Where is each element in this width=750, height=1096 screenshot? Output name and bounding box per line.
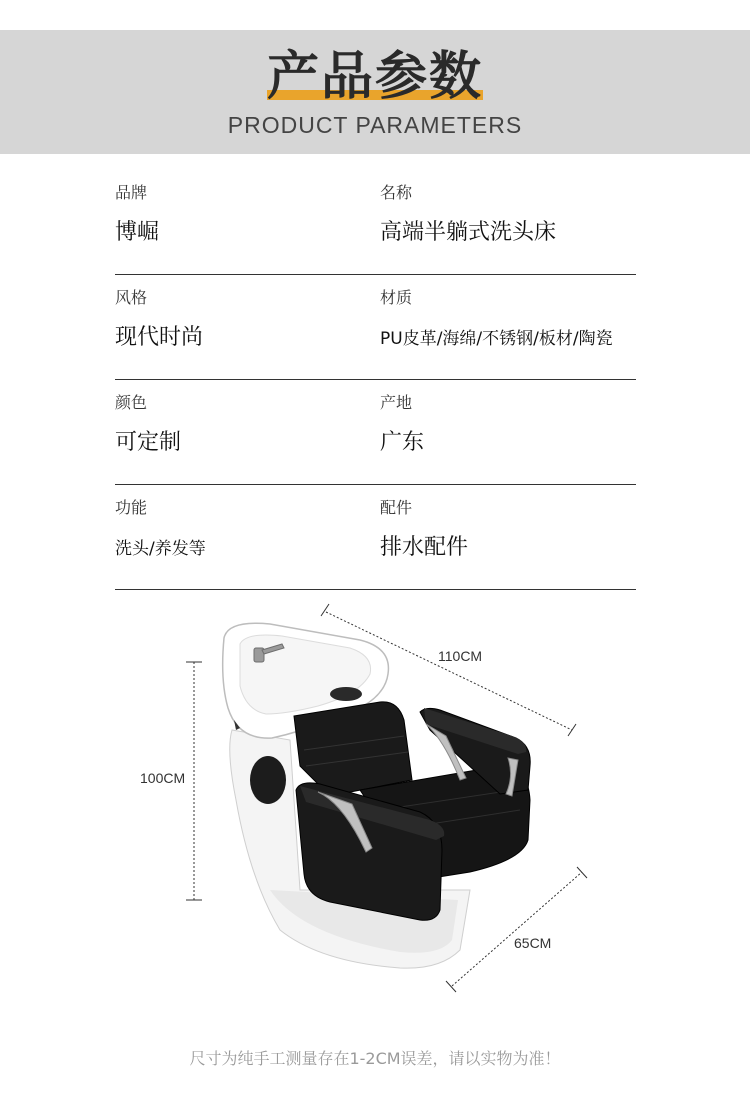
measurement-note: 尺寸为纯手工测量存在1-2CM误差，请以实物为准！: [189, 1049, 561, 1068]
param-label: 风格: [115, 288, 148, 307]
param-value: PU皮革/海绵/不锈钢/板材/陶瓷: [380, 329, 613, 349]
param-value: 排水配件: [380, 535, 469, 560]
param-row: [115, 275, 636, 380]
depth-label: 65CM: [514, 935, 552, 951]
param-label: 品牌: [115, 183, 148, 202]
param-value: 洗头/养发等: [115, 539, 206, 559]
shampoo-chair-illustration: [0, 590, 750, 1010]
param-label: 产地: [380, 393, 413, 412]
param-cell-style: [115, 285, 203, 351]
param-label: 颜色: [115, 393, 148, 412]
params-table: [115, 170, 636, 590]
param-row: [115, 380, 636, 485]
param-cell-function: [115, 495, 206, 559]
param-value: 可定制: [115, 430, 182, 455]
depth-dimension-line: [446, 867, 587, 992]
param-cell-accessory: [380, 495, 468, 561]
header-banner: [0, 30, 750, 154]
param-value: 广东: [380, 430, 425, 455]
product-figure: [0, 590, 750, 1010]
param-cell-material: [380, 285, 613, 349]
param-cell-brand: [115, 180, 159, 246]
param-row: [115, 485, 636, 590]
param-value: 现代时尚: [115, 325, 204, 350]
height-dimension-line: [186, 662, 202, 900]
param-label: 名称: [380, 183, 413, 202]
param-value: 博崛: [115, 220, 160, 245]
length-label: 110CM: [438, 648, 483, 664]
param-label: 功能: [115, 498, 148, 517]
param-value: 高端半躺式洗头床: [380, 220, 557, 245]
param-cell-color: [115, 390, 181, 456]
param-cell-name: [380, 180, 556, 246]
param-label: 材质: [380, 288, 413, 307]
height-label: 100CM: [140, 770, 186, 786]
speaker-icon: [250, 756, 286, 804]
param-cell-origin: [380, 390, 424, 456]
param-label: 配件: [380, 498, 413, 517]
page-title: 产品参数: [266, 47, 483, 107]
param-row: [115, 170, 636, 275]
page-subtitle: PRODUCT PARAMETERS: [227, 112, 523, 138]
